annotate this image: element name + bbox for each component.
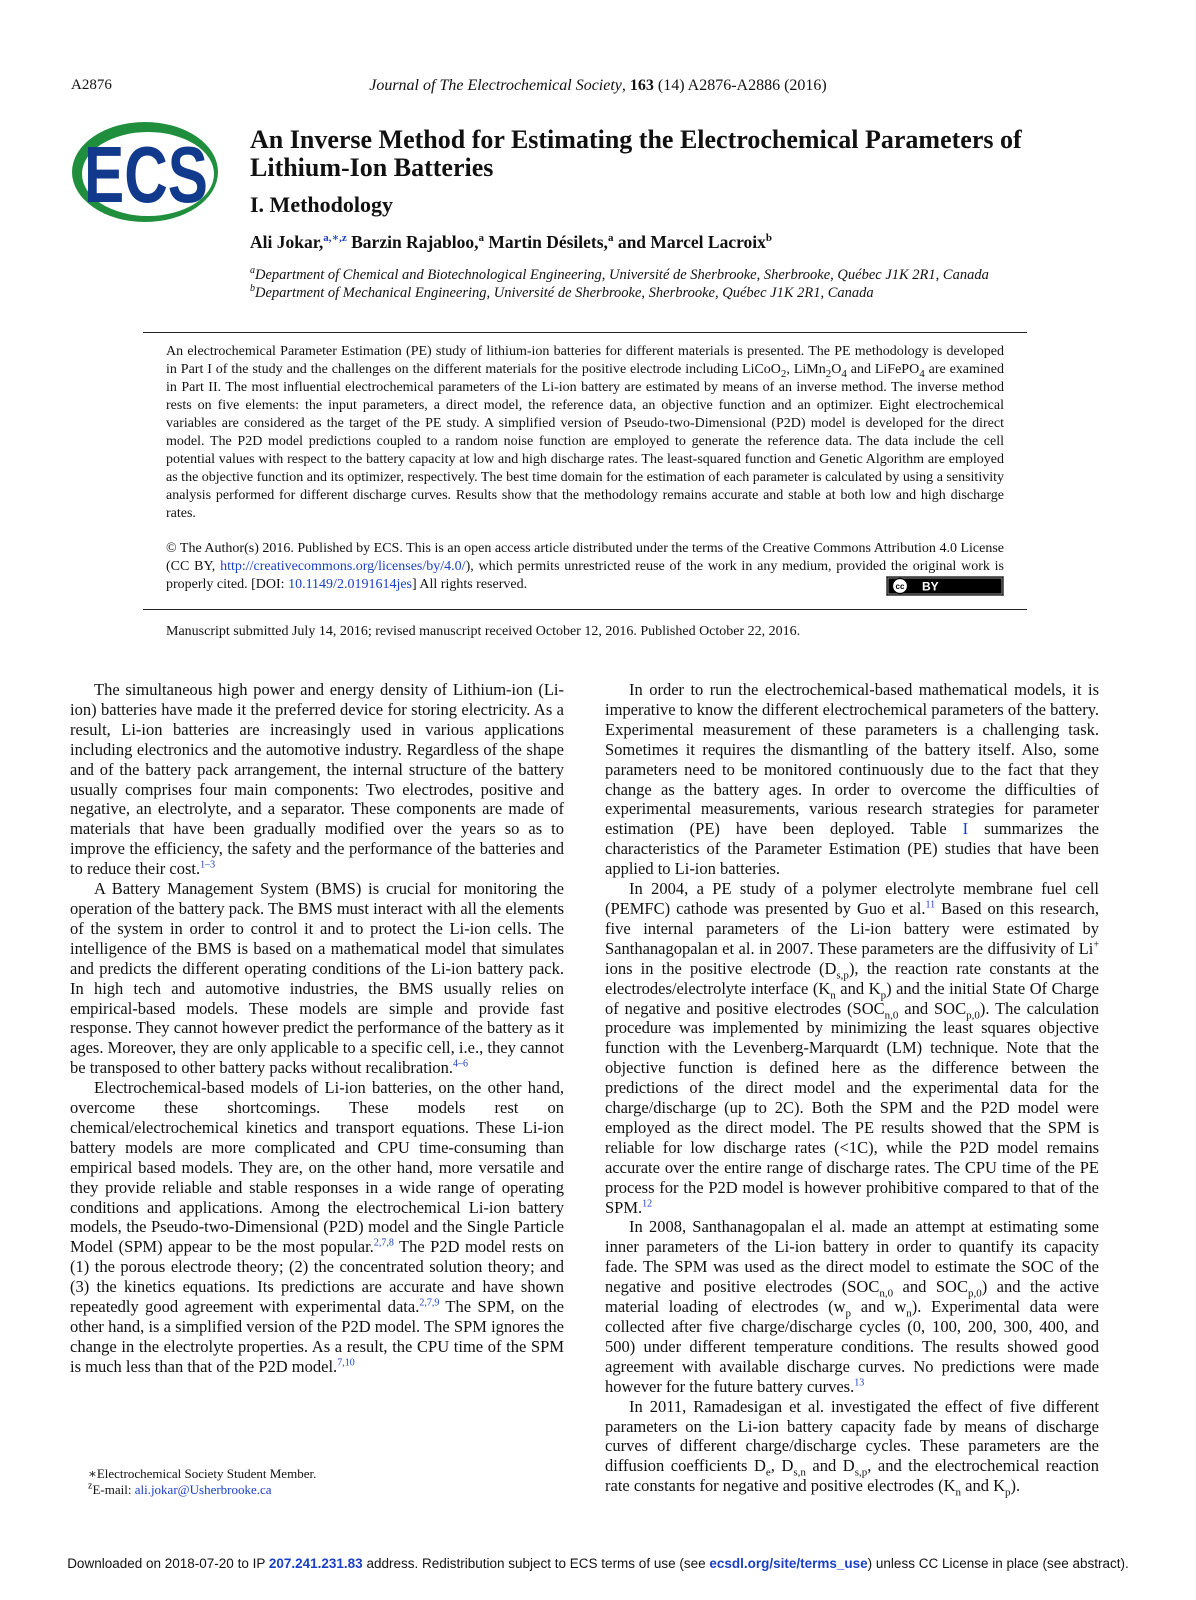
divider-bottom <box>143 609 1027 610</box>
terms-link[interactable]: ecsdl.org/site/terms_use <box>709 1556 868 1571</box>
ip-address: 207.241.231.83 <box>268 1556 363 1571</box>
citation[interactable]: 2,7,9 <box>419 1297 440 1309</box>
abstract: An electrochemical Parameter Estimation (PE) study of lithium-ion batteries for different materials is presented. The PE methodology is developed in Part I of the study and the challenges on the different materials for the positive electrode including LiCoO$_2$, $LiMn_2O_4$ and LiFePO$_4$ are examined in Part II. The most influential electrochemical parameters of the Li-ion battery are estimated by means of an inverse method. The inverse method rests on five elements: the input parameters, a direct model, the reference data, an objective function and an optimizer. Eight electrochemical variables are considered as the target of the PE study. A simplified version of Pseudo-two-Dimensional (P2D) model is developed for the direct model. The P2D model predictions coupled to a random noise function are employed to generate the reference data. The data include the cell potential values with respect to the battery capacity at low and high discharge rates. The least-squared function and Genetic Algorithm are employed as the objective function and its optimizer, respectively. The best time domain for the estimation of each parameter is calculated by using a sensitivity analysis performed for different discharge curves. Results show that the methodology remains accurate and stable at both low and high discharge rates. <box>166 344 1005 521</box>
article-title: An Inverse Method for Estimating the Electrochemical Parameters of Lithium-Ion Batteries <box>250 125 1022 182</box>
table-link[interactable]: I <box>962 819 969 839</box>
paragraph: In 2008, Santhanagopalan el al. made an attempt at estimating some inner parameters of the Li-ion battery in order to quantify its capacity fade. The SPM was used as the direct model to estimate the SOC of the negative and positive electrodes ($SOC_{n,0}$ and $SOC_{p,0}$) and the active material loading of electrodes ($w_p$ and $w_n$). Experimental data were collected after five charge/discharge cycles (0, 100, 200, 300, 400, and 500) under different temperature conditions. The results showed good agreement with available discharge curves. No predictions were made however for the future battery curves.$^{13}$ <box>605 1217 1099 1396</box>
citation[interactable]: 2,7,8 <box>373 1237 394 1249</box>
license-link[interactable]: http://creativecommons.org/licenses/by/4.0/ <box>220 559 466 574</box>
download-footer: Downloaded on 2018-07-20 to IP 207.241.231.83 address. Redistribution subject to ECS terms of use (see ecsdl.org/site/terms_use) unless CC License in place (see abstract). <box>67 1556 1129 1571</box>
paragraph: The simultaneous high power and energy density of Lithium-ion (Li-ion) batteries have made it the preferred device for storing electricity. As a result, Li-ion batteries are increasingly used in various applications including electronics and the automotive industry. Regardless of the shape and of the battery pack arrangement, the internal structure of the battery usually comprises four main components: Two electrodes, positive and negative, an electrolyte, and a separator. These components are made of materials that have been gradually modified over the years so as to improve the efficiency, the safety and the performance of the batteries and to reduce their cost.$^{1-3}$ <box>70 680 564 879</box>
citation[interactable]: 4–6 <box>453 1058 469 1070</box>
citation[interactable]: 7,10 <box>337 1357 355 1369</box>
manuscript-dates: Manuscript submitted July 14, 2016; revised manuscript received October 12, 2016. Published October 22, 2016. <box>166 624 801 639</box>
article-subtitle: I. Methodology <box>250 192 393 217</box>
body-column-left <box>70 680 564 1377</box>
citation[interactable]: 13 <box>854 1377 865 1389</box>
divider-top <box>143 332 1027 333</box>
journal-volume: 163 <box>629 77 654 94</box>
footnote-student-member: ∗Electrochemical Society Student Member. <box>88 1466 317 1481</box>
author-list: Ali Jokar,$^{a,∗,z}$ Barzin Rajabloo,$^a$ Martin Désilets,$^a$ and Marcel Lacroix$^b$ <box>250 232 773 252</box>
author-name: Marcel Lacroix <box>650 232 766 252</box>
affiliation-b: $^b$Department of Mechanical Engineering, Université de Sherbrooke, Sherbrooke, Québec J1K 2R1, Canada <box>250 283 874 301</box>
author-affil-mark: a,∗,z <box>323 232 347 245</box>
body-column-right <box>605 680 1100 1499</box>
paragraph: In 2004, a PE study of a polymer electrolyte membrane fuel cell (PEMFC) cathode was presented by Guo et al.$^{11}$ Based on this research, five internal parameters of the Li-ion battery were estimated by Santhanagopalan et al. in 2007. These parameters are the diffusivity of Li+ ions in the positive electrode $(D_{s,p})$, the reaction rate constants at the electrodes/electrolyte interface ($K_n$ and $K_p$) and the initial State Of Charge of negative and positive electrodes ($SOC_{n,0}$ and $SOC_{p,0}$). The calculation procedure was implemented by minimizing the least squares objective function with the Levenberg-Marquardt (LM) technique. Note that the objective function is defined here as the difference between the predictions of the direct model and the experimental data for the charge/discharge (up to 2C). Both the SPM and the P2D model were employed as the direct model. The PE results showed that the SPM is reliable for low discharge rates (<1C), while the P2D model remains accurate over the entire range of discharge rates. The CPU time of the PE process for the P2D model is however prohibitive compared to that of the SPM.$^{12}$ <box>605 879 1100 1217</box>
cc-icon: cc <box>895 582 905 591</box>
doi-link[interactable]: 10.1149/2.0191614jes <box>288 577 412 592</box>
journal-citation: Journal of The Electrochemical Society, 163 (14) A2876-A2886 (2016) <box>369 77 827 94</box>
paragraph: In 2011, Ramadesigan et al. investigated the effect of five different parameters on the Li-ion battery capacity fade by means of discharge curves of different charge/discharge cycles. These parameters are the diffusion coefficients $D_e$, $D_{s,n}$ and $D_{s,p}$, and the electrochemical reaction rate constants for negative and positive electrodes ($K_n$ and $K_p$). <box>605 1396 1100 1499</box>
ecs-logo <box>70 120 220 225</box>
citation[interactable]: 12 <box>642 1198 653 1210</box>
author-affil-mark: a <box>478 232 484 245</box>
author-affil-mark: b <box>765 232 773 245</box>
affiliation-a: $^a$Department of Chemical and Biotechnological Engineering, Université de Sherbrooke, Sherbrooke, Québec J1K 2R1, Canada <box>250 265 989 283</box>
journal-name: Journal of The Electrochemical Society <box>369 77 622 94</box>
author-name: Ali Jokar, <box>250 232 324 252</box>
logo-text: ECS <box>84 130 208 219</box>
license-statement: © The Author(s) 2016. Published by ECS. This is an open access article distributed under the terms of the Creative Commons Attribution 4.0 License (CC BY, http://creativecommons.org/licenses/by/4.0/), which permits unrestricted reuse of the work in any medium, provided the original work is properly cited. [DOI: 10.1149/2.0191614jes] All rights reserved. cc BY <box>166 540 1004 594</box>
cc-by-badge[interactable] <box>886 576 1004 596</box>
paragraph: Electrochemical-based models of Li-ion batteries, on the other hand, overcome these shortcomings. These models rest on chemical/electrochemical kinetics and transport equations. These Li-ion battery models are more complicated and CPU time-consuming than empirical based models. They are, on the other hand, more versatile and they provide reliable and stable responses in a wide range of operating conditions and applications. Among the electrochemical Li-ion battery models, the Pseudo-two-Dimensional (P2D) model and the Single Particle Model (SPM) appear to be the most popular.$^{2,7,8}$ The P2D model rests on (1) the porous electrode theory; (2) the concentrated solution theory; and (3) the kinetics equations. Its predictions are accurate and have shown repeatedly good agreement with experimental data.$^{2,7,9}$ The SPM, on the other hand, is a simplified version of the P2D model. The SPM ignores the change in the electrolyte properties. As a result, the CPU time of the SPM is much less than that of the P2D model.$^{7,10}$ <box>70 1078 564 1376</box>
author-affil-mark: a <box>607 232 614 245</box>
footnotes <box>88 1466 316 1498</box>
by-label: BY <box>922 579 939 594</box>
author-name: Barzin Rajabloo, <box>351 232 479 252</box>
paragraph: A Battery Management System (BMS) is crucial for monitoring the operation of the battery pack. The BMS must interact with all the elements of the system in order to control it and to protect the Li-ion cells. The intelligence of the BMS is based on a mathematical model that simulates and predicts the different operating conditions of the Li-ion battery pack. In high tech and automotive industries, the BMS usually relies on empirical-based models. These models are simple and provide fast response. They cannot however predict the performance of the battery as it ages. Moreover, they are only applicable to a specific cell, i.e., they cannot be transposed to other battery packs without recalibration.$^{4-6}$ <box>70 879 564 1078</box>
email-link[interactable]: ali.jokar@Usherbrooke.ca <box>134 1482 272 1497</box>
affiliations <box>250 266 1120 302</box>
page-number: A2876 <box>71 77 112 93</box>
citation[interactable]: 1–3 <box>200 859 216 871</box>
citation[interactable]: 11 <box>925 899 936 911</box>
paragraph: In order to run the electrochemical-based mathematical models, it is imperative to know the different electrochemical parameters of the battery. Experimental measurement of these parameters is a challenging task. Sometimes it requires the dismantling of the battery itself. Also, some parameters need to be monitored continuously due to the fact that they change as the battery ages. In order to overcome the difficulties of experimental measurements, various research strategies for parameter estimation (PE) have been deployed. Table I summarizes the characteristics of the Parameter Estimation (PE) studies that have been applied to Li-ion batteries. <box>605 680 1100 879</box>
author-name: Martin Désilets, <box>488 232 608 252</box>
journal-issue-pages: (14) A2876-A2886 (2016) <box>653 77 827 94</box>
footnote-email: $^z$E-mail: ali.jokar@Usherbrooke.ca <box>88 1480 272 1497</box>
